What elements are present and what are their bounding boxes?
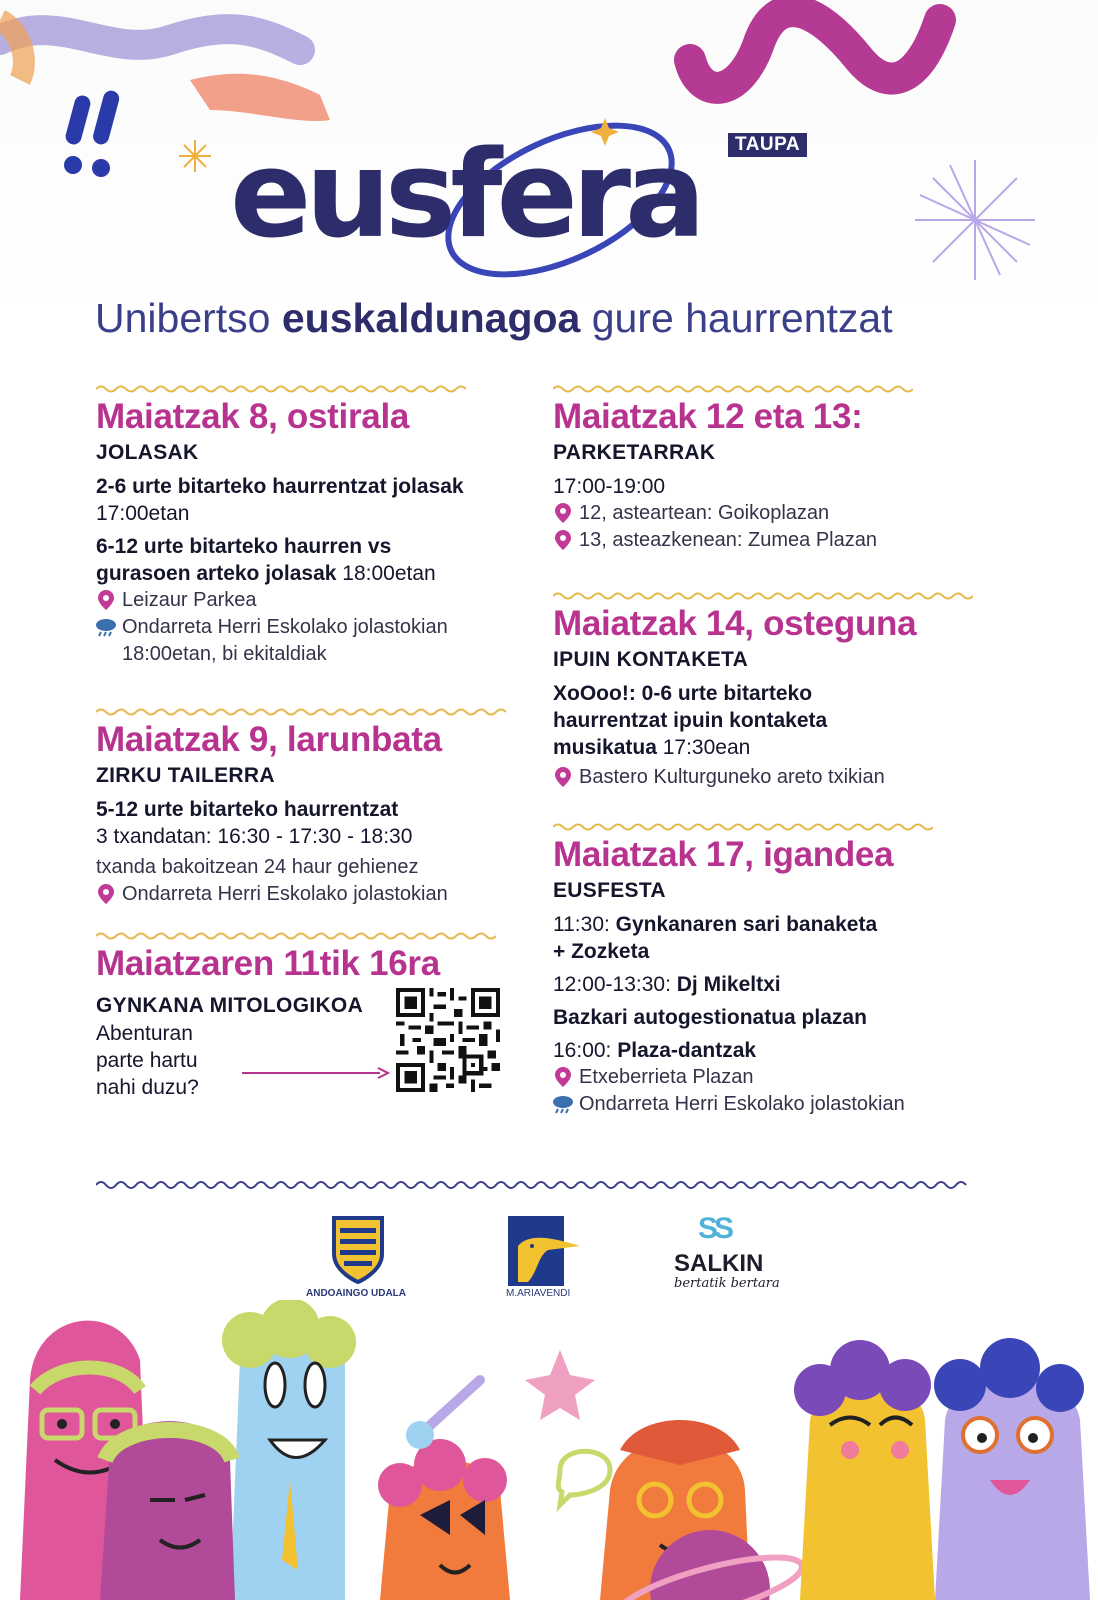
event-line bbox=[553, 971, 993, 998]
eusfera-logo bbox=[230, 118, 830, 278]
location-pin-icon bbox=[555, 503, 571, 523]
tagline bbox=[95, 295, 1025, 342]
day-section-may-8 bbox=[96, 383, 526, 668]
event-bold: Plaza-dantzak bbox=[617, 1039, 757, 1062]
location-text: Ondarreta Herri Eskolako jolastokian bbox=[579, 1093, 905, 1115]
day-section-may-9 bbox=[96, 706, 526, 908]
rain-note bbox=[96, 641, 526, 668]
event-limit: txanda bakoitzean 24 haur gehienez bbox=[96, 856, 419, 878]
location bbox=[553, 500, 993, 527]
arrow-right-icon bbox=[242, 1066, 392, 1080]
day-title: Maiatzak 12 eta 13: bbox=[553, 397, 863, 436]
exclamation-icon bbox=[64, 89, 121, 177]
event-time: 16:00: bbox=[553, 1039, 618, 1062]
category: IPUIN KONTAKETA bbox=[553, 648, 749, 671]
location-text: Bastero Kulturguneko areto txikian bbox=[579, 766, 885, 788]
event-bold: XoOoo!: 0-6 urte bitarteko bbox=[553, 682, 813, 705]
event-line bbox=[553, 707, 993, 734]
day-title: Maiatzaren 11tik 16ra bbox=[96, 944, 440, 983]
rain-cloud-icon bbox=[94, 617, 118, 637]
event-time: 17:00-19:00 bbox=[553, 475, 666, 498]
question-line: nahi duzu? bbox=[96, 1076, 199, 1099]
divider-squiggle bbox=[553, 383, 913, 395]
event-bold: 5-12 urte bitarteko haurrentzat bbox=[96, 798, 399, 821]
event-bold: Gynkanaren sari banaketa bbox=[615, 913, 878, 936]
note-text: 18:00etan, bi ekitaldiak bbox=[122, 643, 327, 665]
location-text: Leizaur Parkea bbox=[122, 589, 257, 611]
tagline-bold: euskaldunagoa bbox=[281, 295, 581, 341]
event-line bbox=[553, 734, 993, 761]
event-line bbox=[553, 1004, 993, 1031]
event-bold: Bazkari autogestionatua plazan bbox=[553, 1006, 867, 1029]
location bbox=[96, 587, 526, 614]
location bbox=[553, 1064, 993, 1091]
logo-text: eusfera bbox=[230, 126, 700, 265]
day-section-may-11-16 bbox=[96, 930, 526, 1102]
divider-squiggle bbox=[96, 930, 496, 942]
event-time: 11:30: bbox=[553, 913, 616, 936]
bottom-wave-divider bbox=[96, 1178, 976, 1192]
divider-squiggle bbox=[96, 383, 466, 395]
event-line bbox=[96, 560, 526, 587]
event-bold: + Zozketa bbox=[553, 940, 650, 963]
location bbox=[553, 527, 993, 554]
category: GYNKANA MITOLOGIKOA bbox=[96, 994, 364, 1017]
day-title: Maiatzak 17, igandea bbox=[553, 835, 894, 874]
gynkana-block bbox=[96, 992, 526, 1102]
andoain-label: ANDOAINGO UDALA bbox=[306, 1288, 406, 1299]
event-bold: gurasoen arteko jolasak bbox=[96, 562, 337, 585]
sparkle-icon bbox=[179, 140, 211, 172]
location-pin-icon bbox=[555, 767, 571, 787]
event-time: 17:00etan bbox=[96, 502, 190, 525]
salkin-name: SALKIN bbox=[674, 1250, 764, 1277]
characters-illustration bbox=[0, 1300, 1098, 1600]
event-time: 17:30ean bbox=[656, 736, 751, 759]
event-bold: 6-12 urte bitarteko haurren vs bbox=[96, 535, 392, 558]
day-title: Maiatzak 9, larunbata bbox=[96, 720, 442, 759]
rain-cloud-icon bbox=[551, 1094, 575, 1114]
event-bold: 2-6 urte bitarteko haurrentzat jolasak bbox=[96, 475, 464, 498]
event-line bbox=[96, 473, 526, 500]
location-text: Ondarreta Herri Eskolako jolastokian bbox=[122, 883, 448, 905]
divider-squiggle bbox=[553, 821, 933, 833]
category: PARKETARRAK bbox=[553, 441, 716, 464]
starburst-icon bbox=[915, 160, 1035, 280]
ariavendi-logo-icon bbox=[508, 1216, 580, 1286]
location-text: Ondarreta Herri Eskolako jolastokian bbox=[122, 616, 448, 638]
event-time: 12:00-13:30: bbox=[553, 973, 677, 996]
event-time: 18:00etan bbox=[336, 562, 436, 585]
salkin-tagline: bertatik bertara bbox=[674, 1276, 780, 1291]
tagline-post: gure haurrentzat bbox=[580, 295, 893, 341]
location-text: 13, asteazkenean: Zumea Plazan bbox=[579, 529, 877, 551]
question-line: Abenturan bbox=[96, 1022, 193, 1045]
event-bold: Dj Mikeltxi bbox=[676, 973, 781, 996]
day-title: Maiatzak 8, ostirala bbox=[96, 397, 410, 436]
qr-code[interactable] bbox=[396, 988, 500, 1092]
event-line bbox=[96, 796, 526, 823]
location bbox=[96, 881, 526, 908]
location-pin-icon bbox=[555, 530, 571, 550]
location bbox=[553, 764, 993, 791]
sponsor-logos bbox=[300, 1212, 800, 1302]
divider-squiggle bbox=[553, 590, 973, 602]
event-line bbox=[553, 680, 993, 707]
ariavendi-label: M.ARIAVENDI bbox=[506, 1288, 571, 1299]
event-line bbox=[96, 533, 526, 560]
event-bold: musikatua bbox=[553, 736, 657, 759]
rain-location bbox=[553, 1091, 993, 1118]
day-section-may-17 bbox=[553, 821, 993, 1118]
rain-location bbox=[96, 614, 526, 641]
location-pin-icon bbox=[555, 1067, 571, 1087]
location-pin-icon bbox=[98, 590, 114, 610]
day-title: Maiatzak 14, osteguna bbox=[553, 604, 917, 643]
salkin-mark: SS bbox=[698, 1212, 731, 1245]
day-section-may-12-13 bbox=[553, 383, 993, 554]
location-text: 12, asteartean: Goikoplazan bbox=[579, 502, 830, 524]
day-section-may-14 bbox=[553, 590, 993, 791]
left-column bbox=[96, 383, 526, 1102]
divider-squiggle bbox=[96, 706, 506, 718]
category: EUSFESTA bbox=[553, 879, 666, 902]
category: JOLASAK bbox=[96, 441, 199, 464]
event-bold: haurrentzat ipuin kontaketa bbox=[553, 709, 828, 732]
tagline-pre: Unibertso bbox=[95, 295, 282, 341]
event-line bbox=[553, 911, 993, 938]
event-turns: 3 txandatan: 16:30 - 17:30 - 18:30 bbox=[96, 825, 413, 848]
andoain-shield-icon bbox=[330, 1214, 386, 1284]
event-line bbox=[553, 938, 993, 965]
question-line: parte hartu bbox=[96, 1049, 198, 1072]
right-column bbox=[553, 383, 993, 1118]
location-text: Etxeberrieta Plazan bbox=[579, 1066, 754, 1088]
category: ZIRKU TAILERRA bbox=[96, 764, 275, 787]
location-pin-icon bbox=[98, 884, 114, 904]
taupa-badge: TAUPA bbox=[728, 133, 807, 157]
event-line bbox=[553, 1037, 993, 1064]
